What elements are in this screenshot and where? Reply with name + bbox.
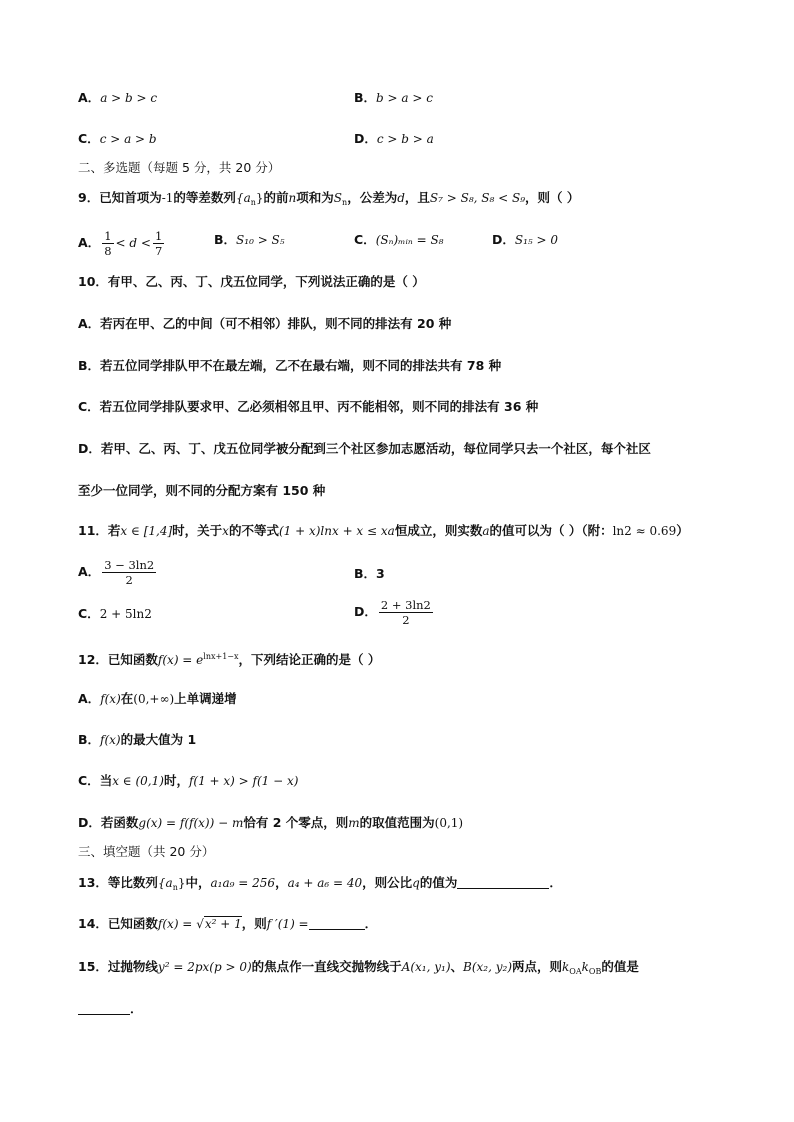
option-label: D． xyxy=(492,232,515,247)
option-math: a > b > c xyxy=(100,91,158,105)
option-label: B． xyxy=(354,90,377,105)
text: 的取值范围为 xyxy=(359,815,435,830)
math: f ′(1) = xyxy=(266,917,309,931)
option-label: D． xyxy=(354,131,377,146)
option-math: c > b > a xyxy=(376,132,434,146)
answer-blank[interactable] xyxy=(309,917,365,930)
math: -1 xyxy=(161,191,174,205)
question-11 xyxy=(78,522,689,540)
numerator: 2 + 3ln2 xyxy=(380,598,431,612)
math-sub: OB xyxy=(588,967,602,976)
question-number: 9． xyxy=(78,190,100,205)
q8-option-b xyxy=(354,89,433,107)
text: ． xyxy=(130,1001,143,1016)
math: a₁a₉ = 256 xyxy=(210,876,276,890)
question-number: 12． xyxy=(78,652,108,667)
text: ，则公比 xyxy=(362,875,413,890)
option-math: b > a > c xyxy=(376,91,433,105)
question-number: 15． xyxy=(78,959,108,974)
text: 过抛物线 xyxy=(107,959,158,974)
math-sub: n xyxy=(250,198,256,207)
math: (0,1) xyxy=(434,816,464,830)
q11-option-c xyxy=(78,605,152,623)
option-label: C． xyxy=(78,131,100,146)
text: ，则（ ） xyxy=(525,190,580,205)
numerator: 1 xyxy=(104,229,112,243)
text: 若函数 xyxy=(100,815,139,830)
sqrt-symbol: √ xyxy=(196,917,204,931)
question-number: 11． xyxy=(78,523,108,538)
q10-option-b: B．若五位同学排队甲不在最左端，乙不在最右端，则不同的排法共有 78 种 xyxy=(78,358,502,373)
section-title-fill-in: 三、填空题（共 20 分） xyxy=(78,844,215,859)
math-sub: n xyxy=(172,883,178,892)
question-9 xyxy=(78,189,579,212)
math-radicand: x² + 1 xyxy=(204,917,242,931)
option-math: S₁₀ > S₅ xyxy=(236,233,285,247)
q8-option-d xyxy=(354,130,434,148)
math: } xyxy=(255,191,264,205)
option-label: C． xyxy=(78,606,100,621)
text: 时， xyxy=(163,773,189,788)
text: 的值为 xyxy=(419,875,458,890)
math: a xyxy=(482,524,490,538)
math: k xyxy=(581,960,589,974)
text: 已知函数 xyxy=(107,652,158,667)
question-10: 10．有甲、乙、丙、丁、戊五位同学，下列说法正确的是（ ） xyxy=(78,274,425,289)
math: q xyxy=(412,876,420,890)
text: 中， xyxy=(185,875,211,890)
question-14 xyxy=(78,915,377,933)
q10-option-a: A．若丙在甲、乙的中间（可不相邻）排队，则不同的排法有 20 种 xyxy=(78,316,452,331)
question-15 xyxy=(78,958,639,981)
option-math: c > a > b xyxy=(99,132,157,146)
text: ，公差为 xyxy=(347,190,398,205)
numerator: 3 − 3ln2 xyxy=(104,558,155,572)
q10-option-d: D．若甲、乙、丙、丁、戊五位同学被分配到三个社区参加志愿活动，每位同学只去一个社区，每个社区 xyxy=(78,441,651,456)
math: (1 + x)lnx + x ≤ xa xyxy=(278,524,395,538)
option-label: B． xyxy=(78,732,101,747)
option-math: S₁₅ > 0 xyxy=(514,233,559,247)
option-math: (Sₙ)ₘᵢₙ = S₈ xyxy=(375,233,444,247)
math-sup: lnx+1−x xyxy=(203,652,239,661)
text: 的值可以为（ ）（附： xyxy=(489,523,613,538)
q11-option-b xyxy=(354,565,385,583)
math: A(x₁, y₁) xyxy=(401,960,451,974)
option-label: A． xyxy=(78,90,101,105)
denominator: 7 xyxy=(154,244,163,258)
option-label: B． xyxy=(354,566,377,581)
q10-option-d-continued: 至少一位同学，则不同的分配方案有 150 种 xyxy=(78,483,326,498)
math: S₇ > S₈, S₈ < S₉ xyxy=(429,191,526,205)
text: 恒成立，则实数 xyxy=(394,523,483,538)
q9-option-d xyxy=(492,231,558,249)
answer-blank[interactable] xyxy=(457,876,549,889)
fraction xyxy=(102,558,156,587)
q9-option-c xyxy=(354,231,444,249)
math: (0,+∞) xyxy=(133,692,175,706)
option-label: D． xyxy=(78,815,101,830)
math: ln2 ≈ 0.69 xyxy=(612,524,677,538)
numerator: 1 xyxy=(154,229,163,243)
q9-option-b xyxy=(214,231,285,249)
text: 的等差数列 xyxy=(173,190,236,205)
option-label: C． xyxy=(354,232,376,247)
section-title-multiple-choice: 二、多选题（每题 5 分，共 20 分） xyxy=(78,160,281,175)
math: f(x) = e xyxy=(157,653,204,667)
math: x xyxy=(222,524,229,538)
text: 时，关于 xyxy=(172,523,223,538)
q8-option-c xyxy=(78,130,157,148)
text: 恰有 2 个零点，则 xyxy=(243,815,349,830)
answer-blank[interactable] xyxy=(78,1002,130,1015)
q11-option-a xyxy=(78,558,158,587)
text: 两点，则 xyxy=(512,959,563,974)
math: a₄ + a₆ = 40 xyxy=(287,876,363,890)
text: 若 xyxy=(107,523,121,538)
text: 已知函数 xyxy=(107,916,158,931)
text: 项和为 xyxy=(296,190,334,205)
math: y² = 2px(p > 0) xyxy=(157,960,252,974)
text: 的最大值为 1 xyxy=(120,732,197,747)
text: 已知首项为 xyxy=(99,190,162,205)
text: 的不等式 xyxy=(228,523,279,538)
q8-option-a xyxy=(78,89,157,107)
option-label: A． xyxy=(78,564,101,579)
text: ． xyxy=(549,875,562,890)
math: f(x) xyxy=(100,692,121,706)
fraction xyxy=(102,229,113,258)
math: x ∈ (0,1) xyxy=(112,774,164,788)
math: B(x₂, y₂) xyxy=(463,960,512,974)
option-math: < d < xyxy=(115,236,151,250)
math: g(x) = f(f(x)) − m xyxy=(138,816,244,830)
text: ） xyxy=(676,523,689,538)
q12-option-a xyxy=(78,690,237,708)
option-text: 3 xyxy=(376,566,385,581)
question-13 xyxy=(78,874,562,897)
option-label: C． xyxy=(78,773,100,788)
text: 当 xyxy=(99,773,113,788)
option-label: A． xyxy=(78,691,101,706)
option-label: A． xyxy=(78,235,101,250)
math: } xyxy=(177,876,186,890)
text: ． xyxy=(364,916,378,931)
math: m xyxy=(348,816,360,830)
text: ，且 xyxy=(404,190,430,205)
question-number: 14． xyxy=(78,916,108,931)
q9-option-a xyxy=(78,229,166,258)
q12-option-c xyxy=(78,772,298,790)
math: f(x) xyxy=(100,733,121,747)
text: 在 xyxy=(120,691,134,706)
math: {a xyxy=(235,191,251,205)
text: ，下列结论正确的是（ ） xyxy=(238,652,381,667)
math: d xyxy=(397,191,405,205)
text: 等比数列 xyxy=(107,875,158,890)
fraction xyxy=(379,598,433,627)
text: ，则 xyxy=(241,916,267,931)
option-math: 2 + 5ln2 xyxy=(99,607,152,621)
q11-option-d xyxy=(354,598,435,627)
text: 的焦点作一直线交抛物线于 xyxy=(251,959,402,974)
denominator: 2 xyxy=(125,573,133,587)
option-label: B． xyxy=(214,232,237,247)
math: S xyxy=(333,191,343,205)
math: n xyxy=(288,191,297,205)
math: k xyxy=(562,960,570,974)
math: f(x) = xyxy=(157,917,197,931)
math-sub: n xyxy=(342,198,348,207)
text: ， xyxy=(275,875,288,890)
q10-option-c: C．若五位同学排队要求甲、乙必须相邻且甲、丙不能相邻，则不同的排法有 36 种 xyxy=(78,399,539,414)
option-label: D． xyxy=(354,604,377,619)
math-sub: OA xyxy=(569,967,582,976)
denominator: 2 xyxy=(402,613,410,627)
question-number: 13． xyxy=(78,875,108,890)
denominator: 8 xyxy=(104,244,112,258)
text: 的值是 xyxy=(601,959,639,974)
q12-option-b xyxy=(78,731,196,749)
text: 、 xyxy=(450,959,464,974)
math: f(1 + x) > f(1 − x) xyxy=(188,774,299,788)
question-15-answer-line xyxy=(78,1000,143,1018)
q12-option-d xyxy=(78,814,463,832)
math: {a xyxy=(157,876,173,890)
text: 的前 xyxy=(263,190,289,205)
question-12 xyxy=(78,648,380,669)
fraction xyxy=(153,229,164,258)
text: 上单调递增 xyxy=(174,691,237,706)
math: x ∈ [1,4] xyxy=(120,524,173,538)
